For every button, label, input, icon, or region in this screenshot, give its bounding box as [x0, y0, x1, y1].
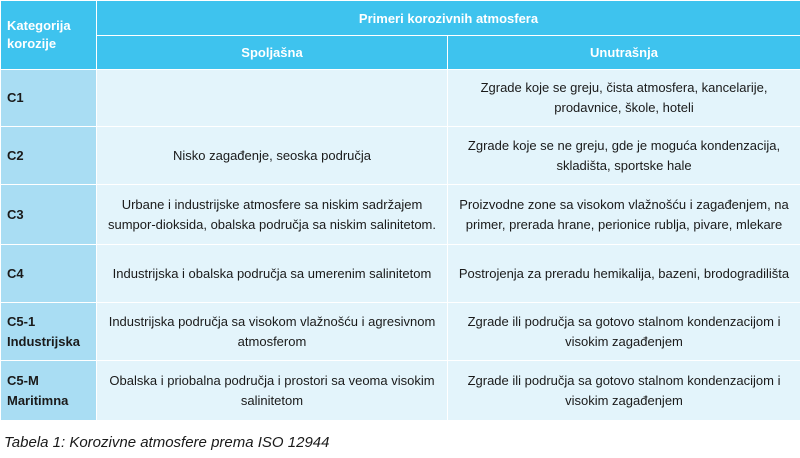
category-code: C5-1 [7, 313, 36, 329]
category-code: C2 [7, 147, 24, 163]
outdoor-cell: Industrijska područja sa visokom vlažnošću i agresivnom atmosferom [97, 303, 448, 361]
header-group-title: Primeri korozivnih atmosfera [97, 1, 800, 36]
category-code: C3 [7, 206, 24, 222]
outdoor-cell: Industrijska i obalska područja sa umerenim salinitetom [97, 245, 448, 303]
indoor-cell: Zgrade koje se ne greju, gde je moguća kondenzacija, skladišta, sportske hale [448, 127, 800, 185]
category-cell [1, 361, 97, 421]
indoor-cell: Postrojenja za preradu hemikalija, bazeni, brodogradilišta [448, 245, 800, 303]
category-cell [1, 70, 97, 127]
category-type: Maritimna [7, 392, 69, 408]
header-row-top [1, 1, 800, 36]
table-row [1, 185, 800, 245]
category-cell [1, 185, 97, 245]
table-row [1, 127, 800, 185]
header-row-sub [1, 36, 800, 70]
indoor-cell: Proizvodne zone sa visokom vlažnošću i zagađenjem, na primer, prerada hrane, perionice rublja, pivare, mlekare [448, 185, 800, 245]
indoor-cell: Zgrade ili područja sa gotovo stalnom kondenzacijom i visokim zagađenjem [448, 303, 800, 361]
table-caption: Tabela 1: Korozivne atmosfere prema ISO 12944 [4, 434, 330, 451]
table-row [1, 70, 800, 127]
header-outdoor: Spoljašna [97, 36, 448, 70]
table-row [1, 361, 800, 421]
indoor-cell: Zgrade koje se greju, čista atmosfera, kancelarije, prodavnice, škole, hoteli [448, 70, 800, 127]
category-code: C4 [7, 265, 24, 281]
table-row [1, 303, 800, 361]
header-category [1, 1, 97, 70]
category-cell [1, 127, 97, 185]
category-cell [1, 303, 97, 361]
outdoor-cell: Urbane i industrijske atmosfere sa niskim sadržajem sumpor-dioksida, obalska područja sa niskim salinitetom. [97, 185, 448, 245]
header-indoor: Unutrašnja [448, 36, 800, 70]
table-row [1, 245, 800, 303]
category-code: C5-M [7, 372, 39, 388]
header-category-line: Kategorija [7, 18, 71, 33]
header-category-line: korozije [7, 36, 57, 51]
category-code: C1 [7, 90, 24, 105]
indoor-cell: Zgrade ili područja sa gotovo stalnom kondenzacijom i visokim zagađenjem [448, 361, 800, 421]
outdoor-cell: Obalska i priobalna područja i prostori sa veoma visokim salinitetom [97, 361, 448, 421]
category-type: Industrijska [7, 333, 80, 349]
category-cell [1, 245, 97, 303]
outdoor-cell: Nisko zagađenje, seoska područja [97, 127, 448, 185]
outdoor-cell [97, 70, 448, 127]
